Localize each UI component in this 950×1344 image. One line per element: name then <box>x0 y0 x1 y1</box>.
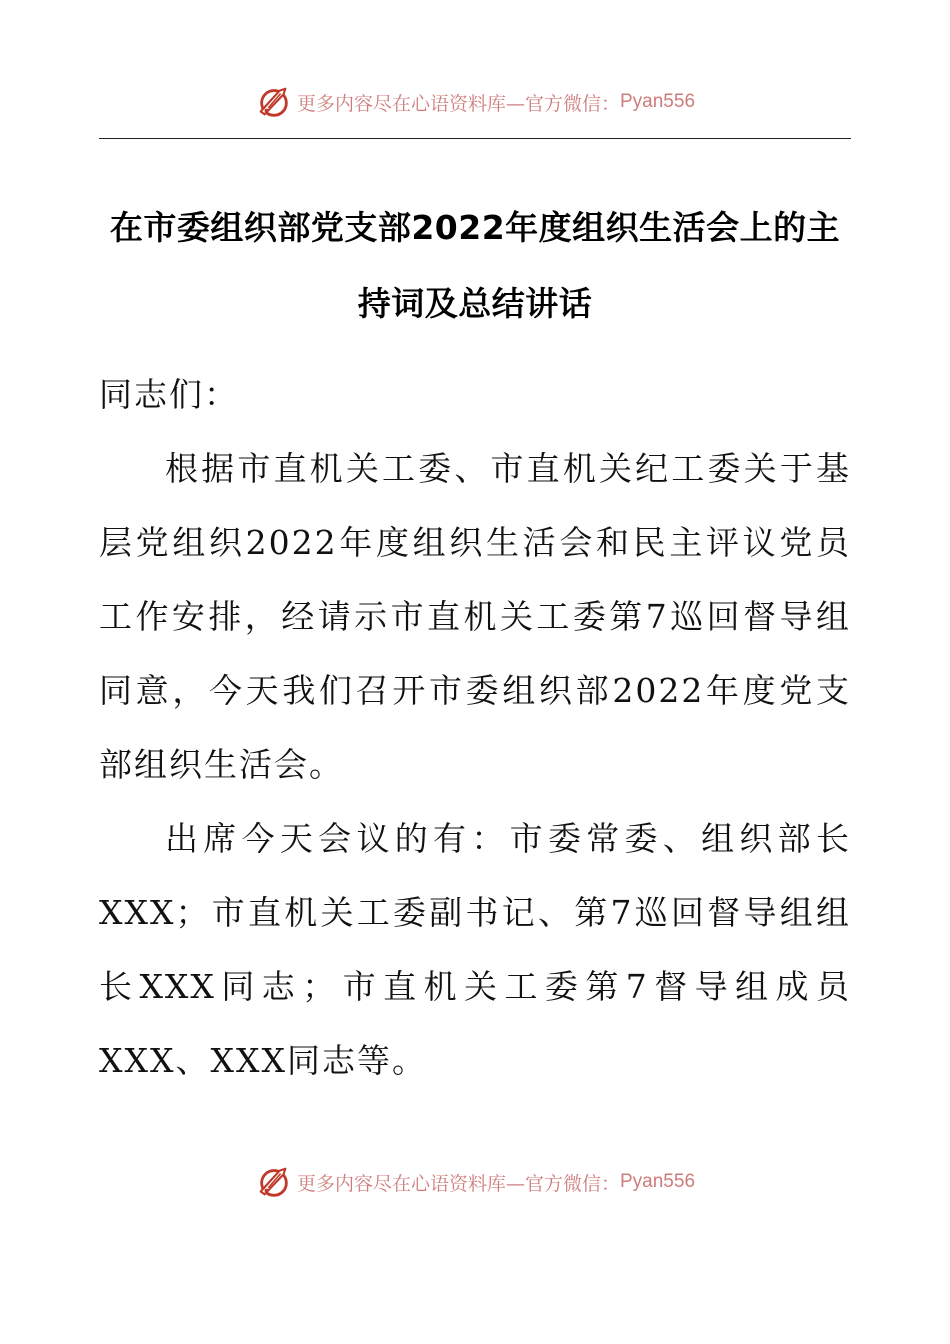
paragraph-1: 根据市直机关工委、市直机关纪工委关于基层党组织2022年度组织生活会和民主评议党员工作安排，经请示市直机关工委第7巡回督导组同意，今天我们召开市委组织部2022年度党支部组织生活会。 <box>99 449 851 784</box>
header-divider <box>99 138 851 139</box>
salutation: 同志们： <box>99 375 239 414</box>
footer-wechat-id: Pyan556 <box>620 1171 696 1192</box>
header-banner <box>0 82 950 122</box>
footer-banner-content <box>255 1163 695 1201</box>
footer-banner-text: 更多内容尽在心语资料库—官方微信： <box>296 1172 620 1195</box>
pen-nib-logo-icon <box>255 83 293 121</box>
footer-banner <box>0 1162 950 1202</box>
header-banner-text: 更多内容尽在心语资料库—官方微信： <box>296 92 620 115</box>
document-title: 在市委组织部党支部2022年度组织生活会上的主持词及总结讲话 <box>109 208 841 323</box>
paragraph-2: 出席今天会议的有：市委常委、组织部长XXX；市直机关工委副书记、第7巡回督导组组长XXX同志；市直机关工委第7督导组成员XXX、XXX同志等。 <box>99 819 851 1080</box>
pen-nib-logo-icon <box>255 1163 293 1201</box>
header-wechat-id: Pyan556 <box>620 91 696 112</box>
header-banner-content <box>255 83 695 121</box>
document-body <box>99 358 851 1098</box>
